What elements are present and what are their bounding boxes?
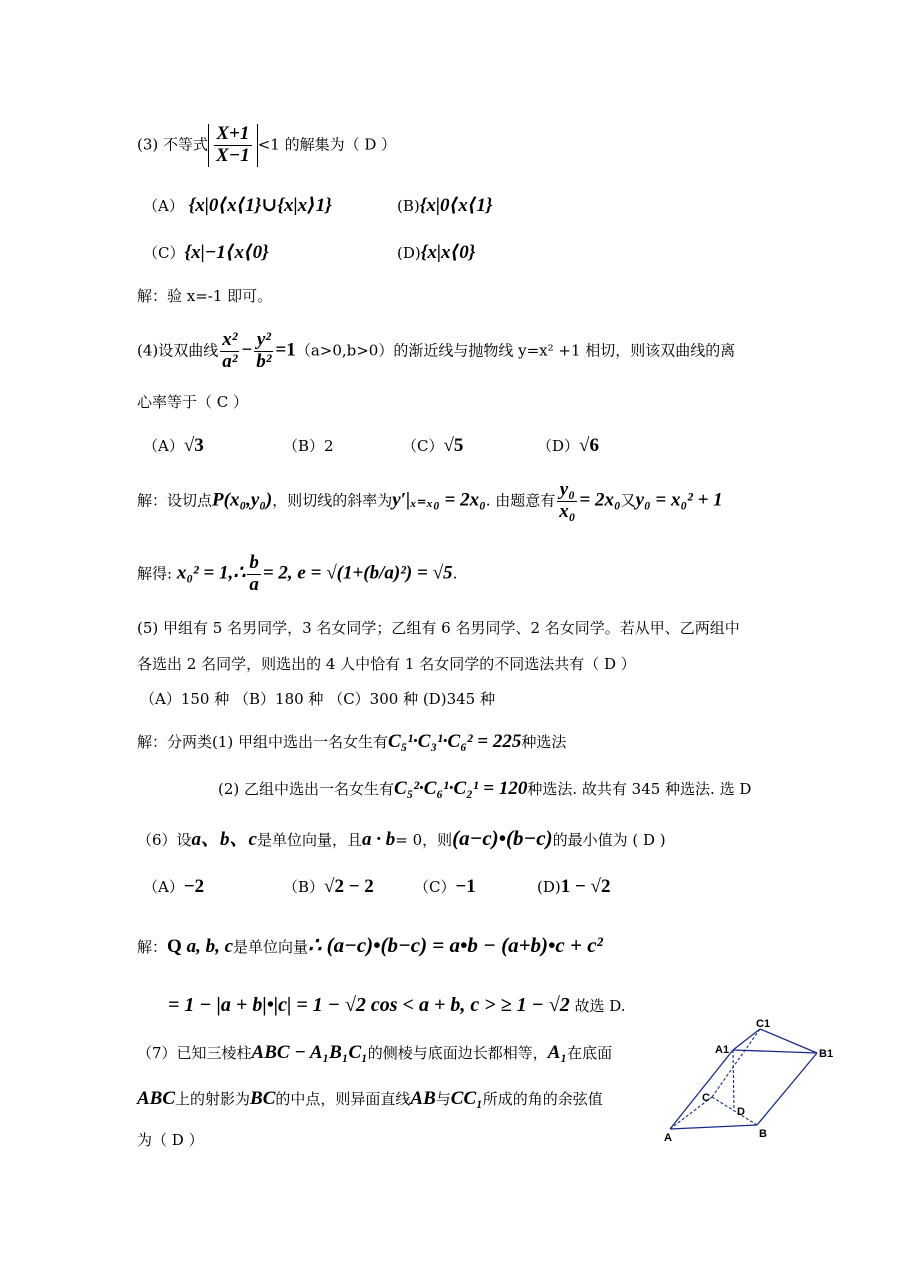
q5-solution-line1: 解：分两类(1) 甲组中选出一名女生有C₅¹·C₃¹·C₆² = 225种选法: [137, 731, 567, 752]
q7-stem-line1: （7）已知三棱柱ABC − A₁B₁C₁的侧棱与底面边长都相等，A₁在底面: [137, 1042, 613, 1063]
q3-option-b-math: {x|0⟨x⟨1}: [419, 195, 493, 216]
edge-a-b: [670, 1125, 757, 1129]
edge-c-c1: [712, 1029, 760, 1097]
q6-stem: （6）设a、b、c是单位向量，且a · b= 0，则(a−c)•(b−c)的最小值为 ( D ): [137, 826, 666, 850]
q4-frac1-num: x²: [222, 329, 238, 350]
edge-a1-d: [733, 1050, 734, 1111]
q4-solution-line1: 解：设切点P(x₀,y₀)，则切线的斜率为y′|ₓ₌ₓ₀ = 2x₀. 由题意有 $\frac{\text{y₀}}{\text{x₀}}$ = 2x₀又y₀ = x₀² + 1: [137, 479, 723, 522]
q5-stem-line2: 各选出 2 名同学，则选出的 4 人中恰有 1 名女同学的不同选法共有（ D ）: [137, 655, 636, 673]
q3-option-d: (D){x|x⟨0}: [397, 242, 476, 263]
q4-option-b: （B）2: [283, 437, 334, 455]
q6-option-a: （A）−2: [143, 876, 205, 897]
q5-stem-line1: (5) 甲组有 5 名男同学，3 名女同学；乙组有 6 名男同学、2 名女同学。若从甲、乙两组中: [137, 619, 740, 637]
edge-b-b1: [757, 1053, 817, 1125]
edge-c1-b1: [760, 1029, 817, 1053]
q4-stem: (4)设双曲线 $\frac{\text{x²}}{\text{a²}}$ − $\frac{\text{y²}}{\text{b²}}$ =1（a>0,b>0）的渐近线与抛物线 y=x² +1 相切，则该双曲线的离: [137, 329, 736, 372]
q4-frac1-den: a²: [222, 350, 238, 372]
q3-option-d-math: {x|x⟨0}: [420, 242, 476, 263]
q4-frac2-den: b²: [256, 350, 272, 372]
q3-option-a: （A） {x|0⟨x⟨1}∪{x|x⟩1}: [143, 195, 332, 216]
label-b1: B1: [819, 1048, 834, 1060]
q3-option-c-math: {x|−1⟨x⟨0}: [184, 242, 269, 263]
edge-c-b: [712, 1097, 757, 1125]
q5-options: （A）150 种 （B）180 种 （C）300 种 (D)345 种: [140, 690, 495, 708]
q6-solution-line1: 解：Q a, b, c是单位向量∴ (a−c)•(b−c) = a•b − (a+b)•c + c²: [137, 933, 603, 957]
label-a: A: [664, 1132, 672, 1144]
label-c: C: [702, 1092, 710, 1104]
label-a1: A1: [715, 1044, 730, 1056]
label-c1: C1: [756, 1018, 771, 1030]
q7-stem-line3: 为（ D ）: [137, 1131, 204, 1149]
q4-stem-line2: 心率等于（ C ）: [137, 393, 249, 411]
q4-solution-line2: 解得: x₀² = 1,∴ $\frac{b}{a}$ = 2, e = √(1+(b/a)²) = √5.: [137, 552, 458, 595]
q6-option-b: （B）√2 − 2: [283, 876, 374, 897]
label-b: B: [759, 1128, 767, 1140]
q5-solution-line2: (2) 乙组中选出一名女生有C₅²·C₆¹·C₂¹ = 120种选法. 故共有 345 种选法. 选 D: [218, 778, 752, 799]
q7-stem-line2: ABC上的射影为BC的中点，则异面直线AB与CC₁所成的角的余弦值: [137, 1088, 603, 1109]
q3-frac-den: X−1: [216, 144, 250, 166]
q3-abs: [208, 124, 258, 167]
q3-option-c: （C）{x|−1⟨x⟨0}: [143, 242, 269, 263]
q4-frac2-num: y²: [254, 330, 273, 352]
q3-prefix: (3) 不等式: [137, 135, 209, 154]
q3-suffix: <1 的解集为（ D ）: [257, 135, 397, 154]
q6-solution-line2: = 1 − |a + b|•|c| = 1 − √2 cos < a + b, c > ≥ 1 − √2 故选 D.: [168, 994, 626, 1016]
q4-option-a: （A）√3: [143, 435, 204, 456]
edge-a1-b1: [733, 1050, 817, 1053]
q3-frac-num: X+1: [214, 124, 252, 146]
q6-option-c: （C）−1: [414, 876, 476, 897]
label-d: D: [737, 1106, 745, 1118]
q3-solution: 解：验 x=-1 即可。: [137, 287, 273, 305]
prism-figure: [660, 1015, 840, 1155]
q3-option-b: (B){x|0⟨x⟨1}: [397, 195, 493, 216]
edge-a1-c1: [733, 1029, 760, 1050]
q6-option-d: (D)1 − √2: [537, 876, 611, 897]
q4-option-d: （D）√6: [537, 435, 599, 456]
q3-option-a-math: {x|0⟨x⟨1}∪{x|x⟩1}: [188, 195, 332, 216]
q3-stem: [137, 124, 396, 167]
q4-option-c: （C）√5: [402, 435, 464, 456]
edge-a-a1: [670, 1050, 733, 1129]
